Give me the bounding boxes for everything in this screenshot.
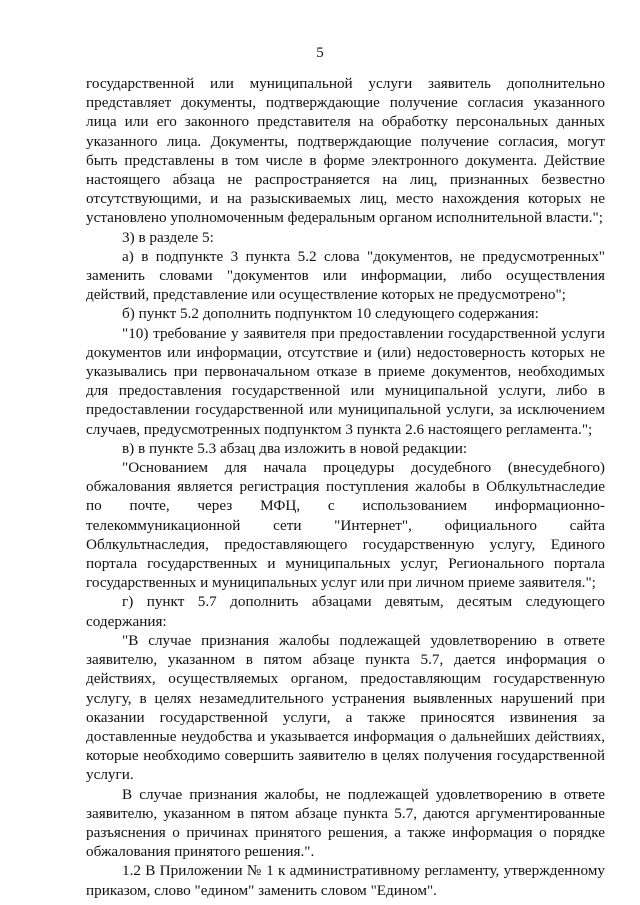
paragraph-complaint-rejected: В случае признания жалобы, не подлежащей удовлетворению в ответе заявителю, указанном в пятом абзаце пункта 5.7, даются аргументированные разъяснения о причинах принятого решения, а также информация о порядке обжалования принятого решения.". xyxy=(86,785,605,861)
paragraph-grounds: "Основанием для начала процедуры досудебного (внесудебного) обжалования является регистрация поступления жалобы в Облкультнаследие по почте, через МФЦ, с использованием информационно-телекоммуникационной сети "Интернет", официального сайта Облкультнаследия, предоставляющего государственную услугу, Единого портала государственных и муниципальных услуг, Регионального портала государственных и муниципальных услуг или при личном приеме заявителя."; xyxy=(86,459,605,592)
paragraph-item-v: в) в пункте 5.3 абзац два изложить в новой редакции: xyxy=(122,439,468,457)
document-body xyxy=(86,74,605,900)
paragraph-item-b: б) пункт 5.2 дополнить подпунктом 10 следующего содержания: xyxy=(122,305,539,323)
paragraph-continuation: государственной или муниципальной услуги заявитель дополнительно представляет документы, подтверждающие получение согласия указанного лица или его законного представителя на обработку персональных данных указанного лица. Документы, подтверждающие получение согласия, могут быть представлены в том числе в форме электронного документа. Действие настоящего абзаца не распространяется на лиц, признанных безвестно отсутствующими, и на разыскиваемых лиц, место нахождения которых не установлено уполномоченным федеральным органом исполнительной власти."; xyxy=(86,75,605,227)
page-number: 5 xyxy=(316,45,324,61)
paragraph-section-5: 3) в разделе 5: xyxy=(122,228,214,246)
paragraph-item-a: а) в подпункте 3 пункта 5.2 слова "документов, не предусмотренных" заменить словами "документов или информации, либо осуществления действий, представление или осуществление которых не предусмотрено"; xyxy=(86,247,605,304)
paragraph-subitem-10: "10) требование у заявителя при предоставлении государственной услуги документов или информации, отсутствие и (или) недостоверность которых не указывались при первоначальном отказе в приеме документов, необходимых для предоставления государственной или муниципальной услуги, либо в предоставлении государственной или муниципальной услуги, за исключением случаев, предусмотренных подпунктом 3 пункта 2.6 настоящего регламента."; xyxy=(86,324,605,438)
paragraph-appendix-1: 1.2 В Приложении № 1 к административному регламенту, утвержденному приказом, слово "едином" заменить словом "Едином". xyxy=(86,862,605,899)
paragraph-item-g: г) пункт 5.7 дополнить абзацами девятым, десятым следующего содержания: xyxy=(86,593,605,630)
paragraph-complaint-satisfied: "В случае признания жалобы подлежащей удовлетворению в ответе заявителю, указанном в пятом абзаце пункта 5.7, дается информация о действиях, осуществляемых органом, предоставляющим государственную услугу, в целях незамедлительного устранения выявленных нарушений при оказании государственной услуги, а также приносятся извинения за доставленные неудобства и указывается информация о дальнейших действиях, которые необходимо совершить заявителю в целях получения государственной услуги. xyxy=(86,631,605,784)
